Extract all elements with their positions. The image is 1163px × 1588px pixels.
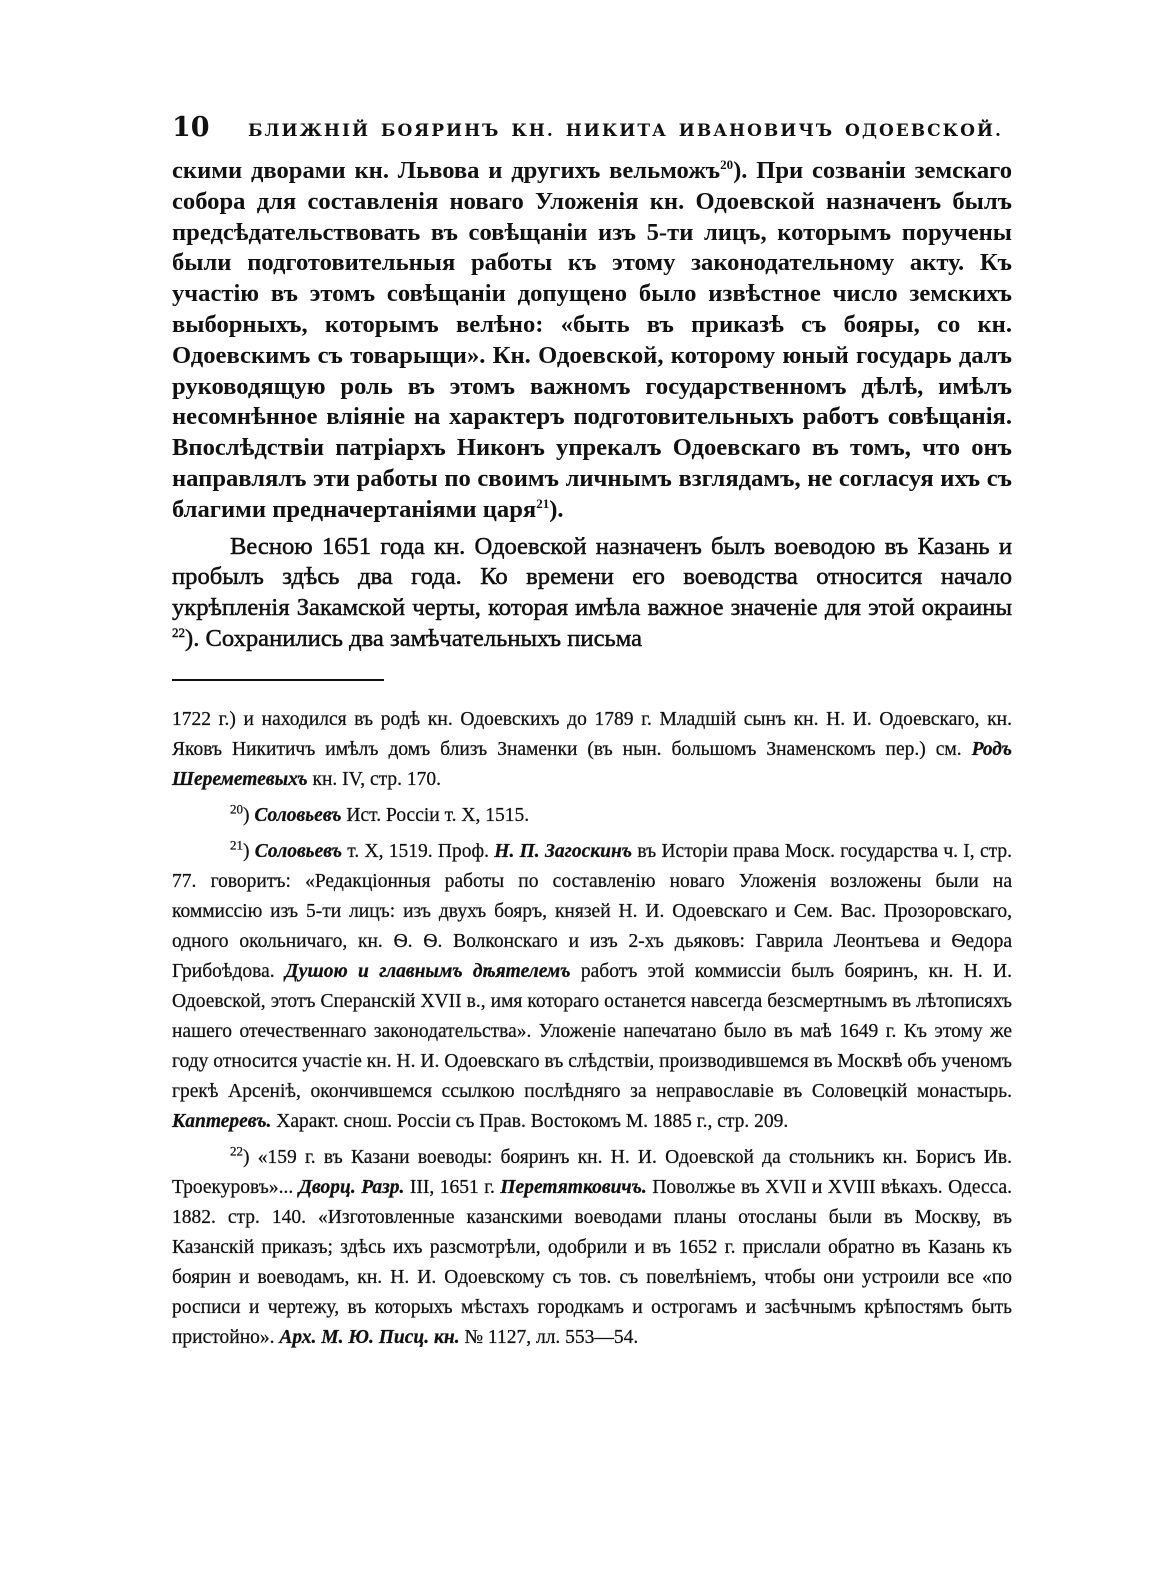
footnotes xyxy=(172,705,1012,1353)
footnote-22-mark: 22 xyxy=(230,1143,243,1159)
footnote-ref-21: 21 xyxy=(536,495,550,511)
footnote-22-text-2: III, 1651 г. xyxy=(409,1176,495,1198)
footnote-cont-title: Родъ Шереметевыхъ xyxy=(172,738,1012,790)
footnote-21-author-1: Соловьевъ xyxy=(254,840,342,862)
footnote-20-author: Соловьевъ xyxy=(254,804,342,826)
footnote-21-text-3: работъ этой коммиссіи былъ бояринъ, кн. Н. И. Одоевской, этотъ Сперанскій XVII в., имя котораго останется навсегда безсмертнымъ въ лѣтописяхъ нашего отечественнаго законодательства». Уложеніе напечатано было въ маѣ 1649 г. Къ этому же году относится участіе кн. Н. И. Одоевскаго въ слѣдствіи, производившемся въ Москвѣ объ ученомъ грекѣ Арсеніѣ, окончившемся ссылкою послѣдняго за неправославіе въ Соловецкій монастырь. xyxy=(172,960,1013,1102)
footnote-22-author: Перетятковичъ. xyxy=(500,1176,647,1198)
paragraph-1-part-c: ). xyxy=(549,495,564,523)
footnote-22-source-1: Дворц. Разр. xyxy=(298,1176,405,1198)
footnote-21-mark: 21 xyxy=(230,837,243,853)
footnote-21-text-1: т. X, 1519. Проф. xyxy=(347,840,489,862)
footnote-21-text-2: въ Исторіи права Моск. государства ч. I, стр. 77. говоритъ: «Редакціонныя работы по составленію новаго Уложенія возложены были на коммиссію изъ 5-ти лицъ: изъ двухъ бояръ, князей Н. И. Одоевскаго и Сем. Вас. Прозоровскаго, одного окольничаго, кн. Ѳ. Ѳ. Волконскаго и изъ 2-хъ дьяковъ: Гаврила Леонтьева и Ѳедора Грибоѣдова. xyxy=(172,840,1012,982)
paragraph-2 xyxy=(172,532,1012,655)
footnote-22-text-1: «159 г. въ Казани воеводы: бояринъ кн. Н. И. Одоевской да стольникъ кн. Борисъ Ив. Троекуровъ»... xyxy=(172,1146,1013,1198)
footnote-ref-20: 20 xyxy=(720,156,734,172)
running-title: БЛИЖНІЙ БОЯРИНЪ КН. НИКИТА ИВАНОВИЧЪ ОДОЕВСКОЙ. xyxy=(248,121,1003,141)
book-page xyxy=(172,112,1012,1353)
main-text xyxy=(172,156,1012,655)
footnote-divider xyxy=(172,679,384,681)
footnote-21-emphasis: Душою и главнымъ дѣятелемъ xyxy=(285,960,571,982)
paragraph-1 xyxy=(172,156,1012,526)
footnote-20: $^{20}$) Соловьевъ Ист. Россіи т. X, 1515. xyxy=(230,801,530,826)
footnote-22-source-2: Арх. М. Ю. Писц. кн. xyxy=(279,1326,460,1348)
footnote-22: $^{22}$) «159 г. въ Казани воеводы: бояринъ кн. Н. И. Одоевской да стольникъ кн. Борисъ Ив. Троекуровъ»... Дворц. Разр. III, 1651 г. Перетятковичъ. Поволжье въ XVII и XVIII вѣкахъ. Одесса. 1882. стр. 140. «Изготовленные казанскими воеводами планы отосланы были въ Москву, въ Казанскій приказъ; здѣсь ихъ разсмотрѣли, одобрили и въ 1652 г. прислали обратно въ Казань къ боярин и воеводамъ, кн. Н. И. Одоевскому съ тов. съ повелѣніемъ, чтобы они устроили все «по росписи и чертежу, въ которыхъ мѣстахъ городкамъ и острогамъ и засѣчнымъ крѣпостямъ быть пристойно». Арх. М. Ю. Писц. кн. № 1127, лл. 553—54. xyxy=(172,1143,1013,1348)
footnote-22-text-3: Поволжье въ XVII и XVIII вѣкахъ. Одесса. 1882. стр. 140. «Изготовленные казанскими воеводами планы отосланы были въ Москву, въ Казанскій приказъ; здѣсь ихъ разсмотрѣли, одобрили и въ 1652 г. прислали обратно въ Казань къ боярин и воеводамъ, кн. Н. И. Одоевскому съ тов. съ повелѣніемъ, чтобы они устроили все «по росписи и чертежу, въ которыхъ мѣстахъ городкамъ и острогамъ и засѣчнымъ крѣпостямъ быть пристойно». xyxy=(172,1176,1013,1348)
page-header xyxy=(172,112,1012,152)
footnote-21-text-4: Характ. снош. Россіи съ Прав. Востокомъ М. 1885 г., стр. 209. xyxy=(276,1110,789,1132)
footnote-20-mark: 20 xyxy=(230,801,243,817)
page-number: 10 xyxy=(172,112,210,143)
footnote-20-text: Ист. Россіи т. X, 1515. xyxy=(346,804,530,826)
footnote-21-author-3: Каптеревъ. xyxy=(172,1110,272,1132)
paragraph-1-part-a: скими дворами кн. Львова и другихъ вельможъ xyxy=(172,157,721,184)
footnote-cont-text-a: 1722 г.) и находился въ родѣ кн. Одоевскихъ до 1789 г. Младшій сынъ кн. Н. И. Одоевскаго, кн. Яковъ Никитичъ имѣлъ домъ близъ Знаменки (въ нын. большомъ Знаменскомъ пер.) см. xyxy=(172,708,1012,760)
paragraph-2-part-a: Весною 1651 года кн. Одоевской назначенъ былъ воеводою въ Казань и пробылъ здѣсь два года. Ко времени его воеводства относится начало укрѣпленія Закамской черты, которая имѣла важное значеніе для этой окраины xyxy=(172,532,1012,622)
paragraph-2-part-b: ). Сохранились два замѣчательныхъ письма xyxy=(185,624,643,652)
footnote-ref-22: 22 xyxy=(172,624,185,640)
footnote-cont-text-b: кн. IV, стр. 170. xyxy=(312,768,442,790)
footnote-21: $^{21}$) Соловьевъ т. X, 1519. Проф. Н. П. Загоскинъ въ Исторіи права Моск. государства ч. I, стр. 77. говоритъ: «Редакціонныя работы по составленію новаго Уложенія возложены были на коммиссію изъ 5-ти лицъ: изъ двухъ бояръ, князей Н. И. Одоевскаго и Сем. Вас. Прозоровскаго, одного окольничаго, кн. Ѳ. Ѳ. Волконскаго и изъ 2-хъ дьяковъ: Гаврила Леонтьева и Ѳедора Грибоѣдова. Душою и главнымъ дѣятелемъ работъ этой коммиссіи былъ бояринъ, кн. Н. И. Одоевской, этотъ Сперанскій XVII в., имя котораго останется навсегда безсмертнымъ въ лѣтописяхъ нашего отечественнаго законодательства». Уложеніе напечатано было въ маѣ 1649 г. Къ этому же году относится участіе кн. Н. И. Одоевскаго въ слѣдствіи, производившемся въ Москвѣ объ ученомъ грекѣ Арсеніѣ, окончившемся ссылкою послѣдняго за неправославіе въ Соловецкій монастырь. Каптеревъ. Характ. снош. Россіи съ Прав. Востокомъ М. 1885 г., стр. 209. xyxy=(172,837,1013,1132)
paragraph-1-part-b: ). При созваніи земскаго собора для составленія новаго Уложенія кн. Одоевской назначенъ былъ предсѣдательствовать въ совѣщаніи изъ 5-ти лицъ, которымъ поручены были подготовительныя работы къ этому законодательному акту. Къ участію въ этомъ совѣщаніи допущено было извѣстное число земскихъ выборныхъ, которымъ велѣно: «быть въ приказѣ съ бояры, со кн. Одоевскимъ съ товарыщи». Кн. Одоевской, которому юный государь далъ руководящую роль въ этомъ важномъ государственномъ дѣлѣ, имѣлъ несомнѣнное вліяніе на характеръ подготовительныхъ работъ совѣщанія. Впослѣдствіи патріархъ Никонъ упрекалъ Одоевскаго въ томъ, что онъ направлялъ эти работы по своимъ личнымъ взглядамъ, не согласуя ихъ съ благими предначертаніями царя xyxy=(172,157,1012,523)
footnote-continuation xyxy=(172,705,1012,795)
footnote-22-text-4: № 1127, лл. 553—54. xyxy=(464,1326,639,1348)
footnote-21-author-2: Н. П. Загоскинъ xyxy=(494,840,633,862)
